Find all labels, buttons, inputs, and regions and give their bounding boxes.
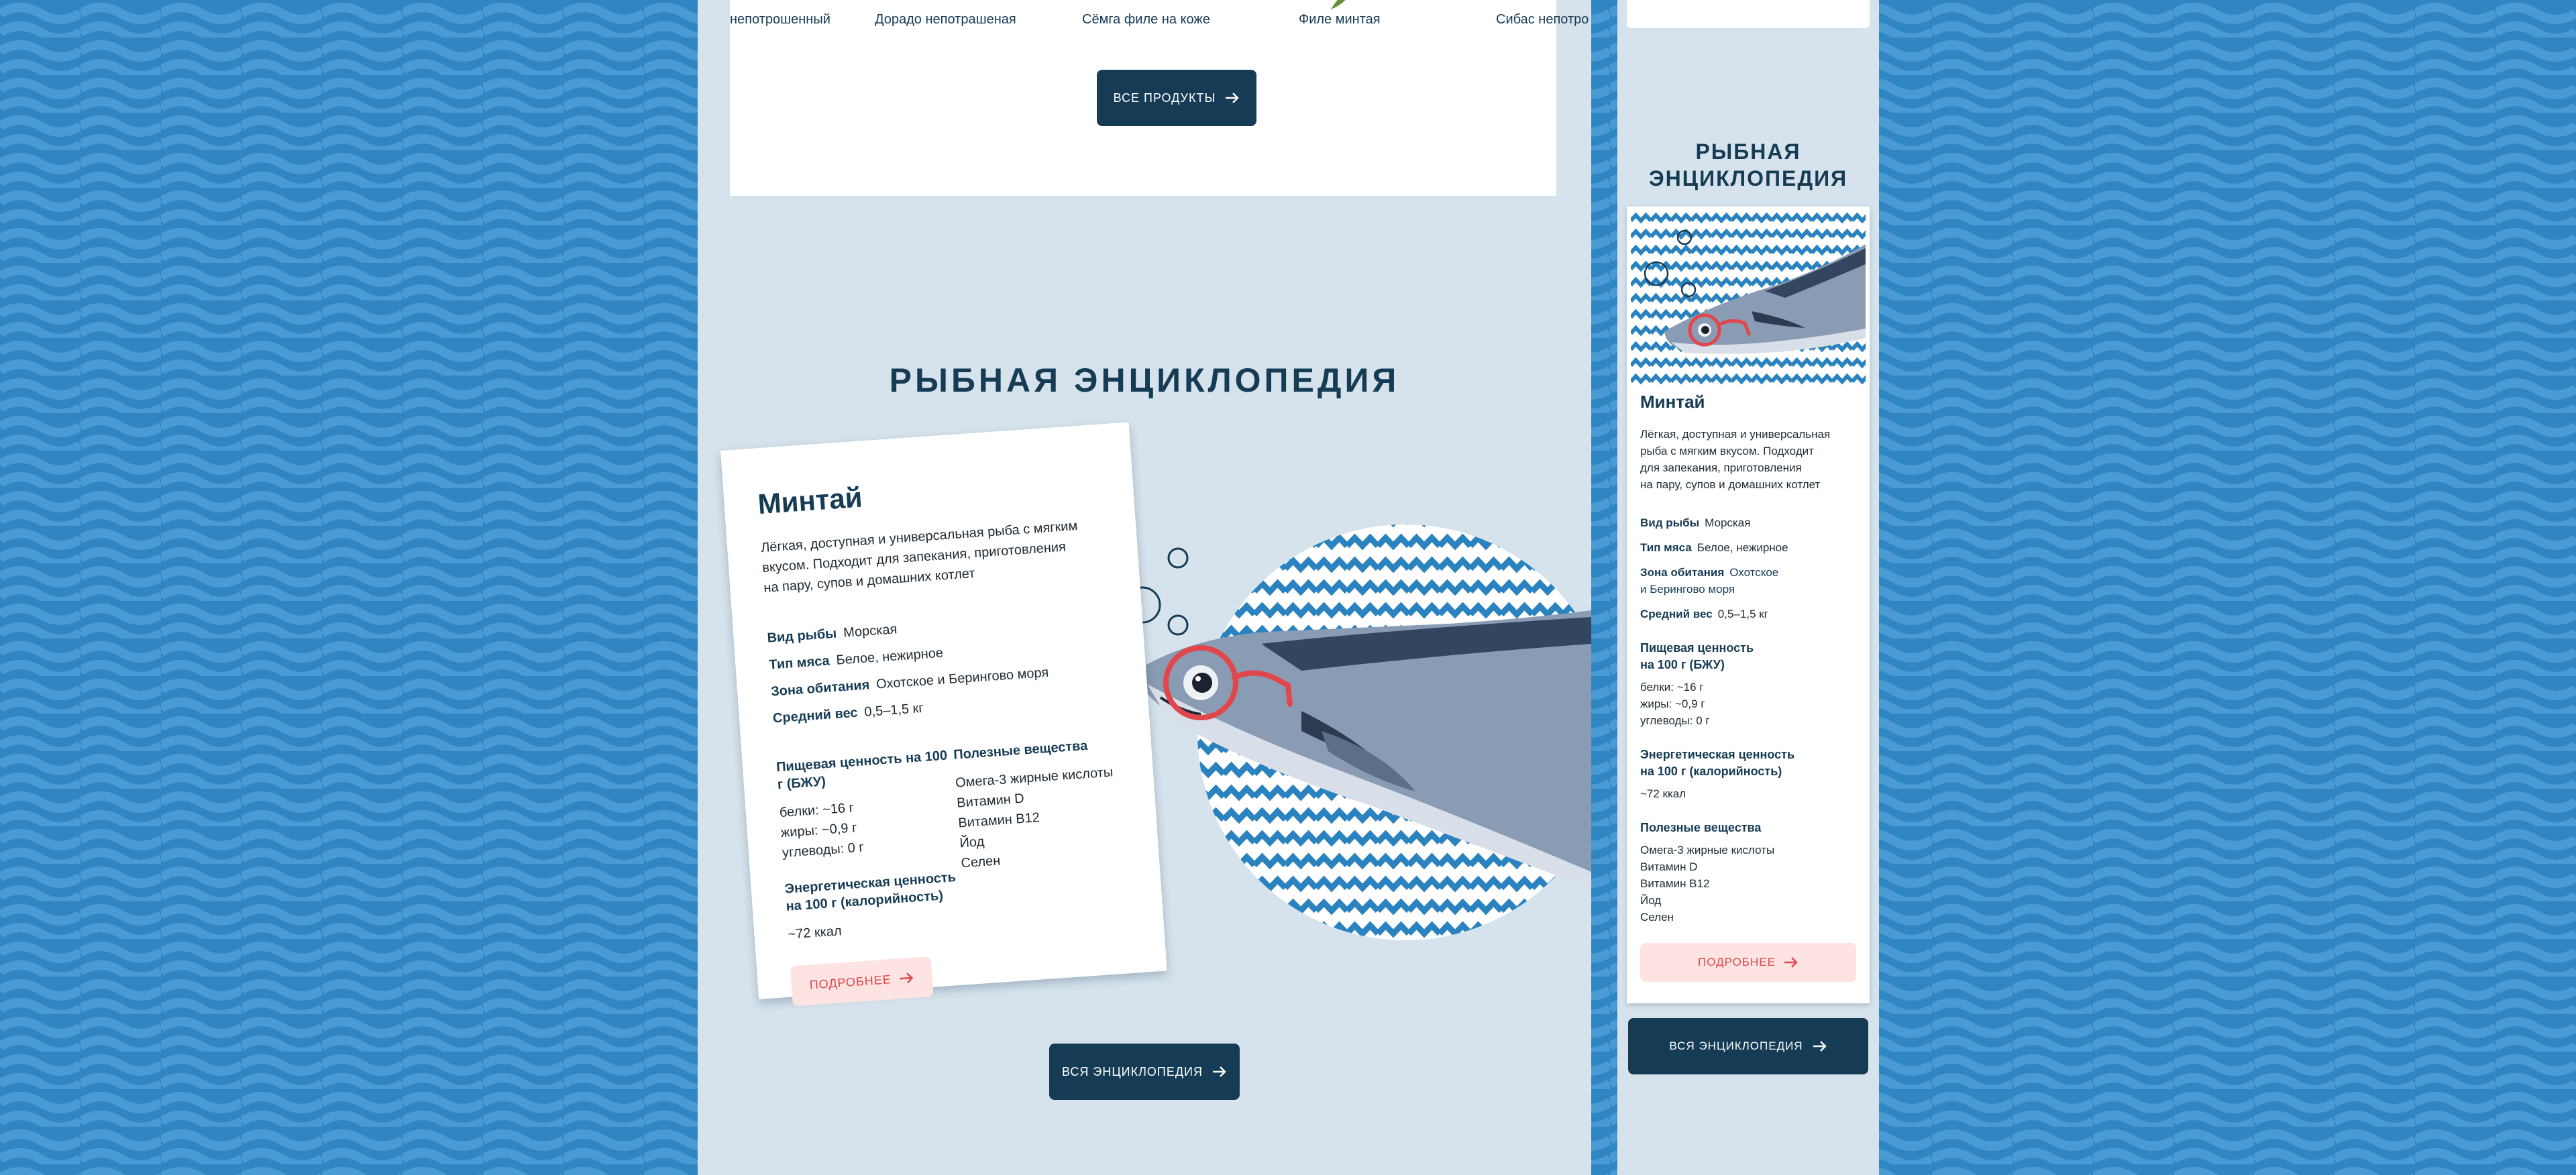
title-line: на 100 г (БЖУ) [1640, 658, 1725, 671]
useful-title: Полезные вещества [953, 738, 1089, 763]
all-encyclopedia-label: ВСЯ ЭНЦИКЛОПЕДИЯ [1669, 1040, 1803, 1052]
product-name[interactable]: Дорадо непотрашеная [875, 12, 1016, 27]
energy-title: Энергетическая ценность на 100 г (калорийность) [784, 870, 957, 914]
more-button-mobile[interactable] [1640, 943, 1856, 982]
herb-leaf-icon [1327, 0, 1354, 11]
more-label: ПОДРОБНЕЕ [1698, 956, 1776, 968]
energy-title [1640, 746, 1856, 780]
fish-card-mobile [1627, 207, 1870, 1003]
main-column [698, 0, 1591, 1175]
useful-title: Полезные вещества [1640, 821, 1762, 834]
nutrition-title: Пищевая ценность на 100 г (БЖУ) [775, 748, 948, 793]
prop-habitat: Зона обитания Охотское и Берингово моря [770, 665, 1049, 700]
more-label: ПОДРОБНЕЕ [809, 972, 892, 992]
all-encyclopedia-label: ВСЯ ЭНЦИКЛОПЕДИЯ [1062, 1064, 1203, 1078]
mobile-preview-column [1617, 0, 1879, 1175]
useful-item: Витамин B12 [957, 810, 1040, 831]
product-carousel[interactable] [730, 12, 1589, 32]
prop-weight: Средний вес 0,5–1,5 кг [1640, 608, 1768, 620]
useful-item: Витамин D [956, 791, 1025, 811]
arrow-right-icon [1225, 93, 1240, 103]
prop-habitat: Зона обитания Охотское и Берингово моря [1640, 566, 1779, 596]
product-name[interactable]: Сибас непотро [1496, 12, 1589, 27]
nutrition-columns [775, 735, 1134, 1007]
useful-item: Витамин B12 [1640, 877, 1710, 890]
useful-item: Витамин D [1640, 860, 1698, 873]
fish-description: Лёгкая, доступная и универсальная рыба с мягким вкусом. Подходит для запекания, приготовления на пару, супов и домашних котлет [760, 518, 1078, 596]
arrow-right-icon [1813, 1041, 1827, 1052]
nutrition-carbs: углеводы: 0 г [782, 840, 865, 861]
useful-item: Омега-3 жирные кислоты [955, 765, 1114, 791]
useful-item: Йод [1640, 894, 1662, 907]
encyclopedia-title-mobile [1617, 138, 1879, 192]
fish-card [720, 422, 1167, 999]
arrow-right-icon [1784, 957, 1799, 968]
desc-line: рыба с мягким вкусом. Подходит [1640, 445, 1814, 457]
all-encyclopedia-button[interactable] [1049, 1044, 1240, 1100]
useful-item: Йод [959, 834, 985, 851]
useful-item: Омега-3 жирные кислоты [1640, 844, 1775, 856]
all-products-label: ВСЕ ПРОДУКТЫ [1113, 91, 1216, 105]
desc-line: для запекания, приготовления [1640, 461, 1802, 474]
desc-line: на пару, супов и домашних котлет [1640, 478, 1821, 491]
nutrition-fat: жиры: ~0,9 г [1640, 697, 1705, 710]
prop-fish-type: Вид рыбы Морская [766, 622, 898, 646]
desc-line: Лёгкая, доступная и универсальная [1640, 428, 1831, 441]
prop-meat-type: Тип мяса Белое, нежирное [768, 645, 944, 673]
title-line: Пищевая ценность [1640, 641, 1754, 655]
nutrition-title [1640, 640, 1856, 673]
title-line: Энергетическая ценность [1640, 748, 1795, 761]
nutrition-fat: жиры: ~0,9 г [780, 820, 857, 841]
nutrition-column [775, 746, 970, 1007]
energy-value: ~72 ккал [787, 924, 843, 942]
product-name[interactable]: Сёмга филе на коже [1082, 12, 1210, 27]
energy-value: ~72 ккал [1640, 787, 1686, 800]
fish-name: Минтай [1640, 392, 1705, 412]
encyclopedia-title: РЫБНАЯ ЭНЦИКЛОПЕДИЯ [889, 361, 1400, 399]
all-products-button[interactable] [1097, 70, 1256, 126]
title-line: РЫБНАЯ [1695, 139, 1801, 164]
pollock-fish-illustration [1100, 510, 1591, 946]
fish-card-body-mobile [1640, 392, 1856, 982]
fish-description [1640, 426, 1856, 493]
title-line: на 100 г (калорийность) [1640, 765, 1782, 778]
nutrition-protein: белки: ~16 г [1640, 681, 1704, 693]
nutrition-protein: белки: ~16 г [779, 800, 855, 821]
pollock-fish-illustration-mobile [1631, 211, 1866, 386]
useful-column [953, 735, 1134, 994]
prop-meat-type: Тип мяса Белое, нежирное [1640, 541, 1788, 554]
useful-item: Селен [1640, 911, 1674, 924]
prop-weight: Средний вес 0,5–1,5 кг [772, 700, 924, 726]
useful-item: Селен [960, 853, 1001, 871]
more-button[interactable] [790, 956, 934, 1007]
fish-name: Минтай [757, 481, 863, 520]
arrow-right-icon [899, 972, 914, 984]
all-encyclopedia-button-mobile[interactable] [1628, 1018, 1868, 1074]
arrow-right-icon [1212, 1066, 1227, 1077]
prop-fish-type: Вид рыбы Морская [1640, 516, 1751, 529]
product-name[interactable]: непотрошенный [730, 12, 830, 27]
nutrition-carbs: углеводы: 0 г [1640, 714, 1710, 727]
title-line: ЭНЦИКЛОПЕДИЯ [1648, 166, 1848, 190]
products-panel [730, 0, 1589, 196]
product-name[interactable]: Филе минтая [1299, 12, 1381, 27]
previous-section-box [1627, 0, 1870, 28]
